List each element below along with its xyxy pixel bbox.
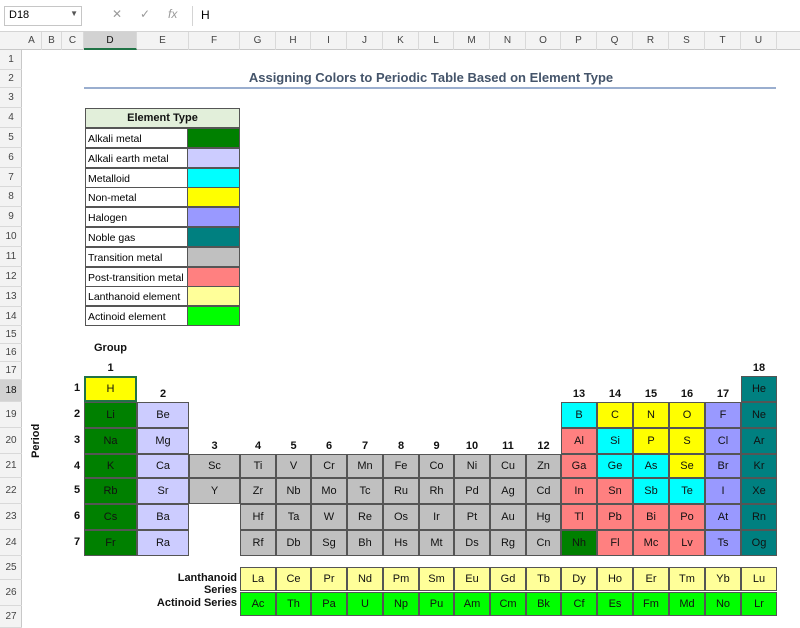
element-cell-fr[interactable]: Fr [84,530,137,556]
row-header-25[interactable]: 25 [0,556,22,580]
actinoid-cell-lr[interactable]: Lr [741,592,777,616]
column-header-f[interactable]: F [189,32,240,50]
formula-input[interactable]: H [192,6,796,26]
group-number: 5 [290,440,297,452]
actinoid-cell-am[interactable]: Am [454,592,490,616]
actinoid-cell-bk[interactable]: Bk [526,592,561,616]
element-cell-rf[interactable]: Rf [240,530,276,556]
element-cell-rh[interactable]: Rh [419,478,454,504]
column-header-k[interactable]: K [383,32,419,50]
row-header-13[interactable]: 13 [0,287,22,307]
legend-label: Alkali metal [85,128,188,148]
element-cell-p[interactable]: P [633,428,669,454]
lanthanoid-label: Lanthanoid Series [177,572,237,596]
element-cell-og[interactable]: Og [741,530,777,556]
row-header-26[interactable]: 26 [0,580,22,606]
actinoid-cell-md[interactable]: Md [669,592,705,616]
period-number: 2 [74,408,81,420]
element-cell-in[interactable]: In [561,478,597,504]
group-number: 12 [537,440,550,452]
column-header-a[interactable]: A [22,32,42,50]
element-cell-ga[interactable]: Ga [561,454,597,478]
column-header-e[interactable]: E [137,32,189,50]
element-cell-pb[interactable]: Pb [597,504,633,530]
group-number: 17 [716,388,730,400]
column-header-c[interactable]: C [62,32,84,50]
element-cell-cu[interactable]: Cu [490,454,526,478]
row-header-15[interactable]: 15 [0,326,22,344]
row-header-22[interactable]: 22 [0,478,22,504]
element-cell-v[interactable]: V [276,454,311,478]
element-cell-sb[interactable]: Sb [633,478,669,504]
legend-swatch [187,168,240,188]
group-label: Group [94,342,127,354]
actinoid-cell-fm[interactable]: Fm [633,592,669,616]
column-header-t[interactable]: T [705,32,741,50]
element-cell-cl[interactable]: Cl [705,428,741,454]
actinoid-cell-cf[interactable]: Cf [561,592,597,616]
row-header-23[interactable]: 23 [0,504,22,530]
element-cell-cd[interactable]: Cd [526,478,561,504]
element-cell-ge[interactable]: Ge [597,454,633,478]
legend-label: Metalloid [85,168,188,188]
actinoid-cell-pu[interactable]: Pu [419,592,454,616]
column-header-g[interactable]: G [240,32,276,50]
element-cell-be[interactable]: Be [137,402,189,428]
legend-label: Lanthanoid element [85,286,188,306]
lanthanoid-cell-nd[interactable]: Nd [347,567,383,591]
row-header-8[interactable]: 8 [0,187,22,207]
period-label: Period [30,423,42,458]
actinoid-cell-es[interactable]: Es [597,592,633,616]
column-header-q[interactable]: Q [597,32,633,50]
element-cell-bi[interactable]: Bi [633,504,669,530]
element-cell-mg[interactable]: Mg [137,428,189,454]
legend-swatch [187,128,240,148]
actinoid-cell-cm[interactable]: Cm [490,592,526,616]
row-header-6[interactable]: 6 [0,148,22,168]
group-number: 7 [361,440,369,452]
row-header-5[interactable]: 5 [0,128,22,148]
element-cell-zn[interactable]: Zn [526,454,561,478]
element-cell-cs[interactable]: Cs [84,504,137,530]
legend-swatch [187,187,240,207]
period-number: 6 [74,510,81,522]
name-box-value: D18 [9,9,30,21]
legend-swatch [187,286,240,306]
element-cell-cr[interactable]: Cr [311,454,347,478]
name-box[interactable] [4,6,82,26]
element-cell-os[interactable]: Os [383,504,419,530]
actinoid-cell-ac[interactable]: Ac [240,592,276,616]
row-header-9[interactable]: 9 [0,207,22,227]
lanthanoid-cell-eu[interactable]: Eu [454,567,490,591]
legend-header: Element Type [85,108,240,128]
row-header-19[interactable]: 19 [0,402,22,428]
row-headers [0,50,22,628]
element-cell-ir[interactable]: Ir [419,504,454,530]
legend-label: Actinoid element [85,306,188,326]
lanthanoid-cell-sm[interactable]: Sm [419,567,454,591]
element-cell-ti[interactable]: Ti [240,454,276,478]
element-cell-sg[interactable]: Sg [311,530,347,556]
element-cell-c[interactable]: C [597,402,633,428]
enter-icon[interactable]: ✓ [140,7,151,21]
element-cell-n[interactable]: N [633,402,669,428]
lanthanoid-cell-ce[interactable]: Ce [276,567,311,591]
element-cell-cn[interactable]: Cn [526,530,561,556]
period-number: 1 [74,382,81,394]
element-cell-w[interactable]: W [311,504,347,530]
element-cell-re[interactable]: Re [347,504,383,530]
element-cell-mn[interactable]: Mn [347,454,383,478]
element-cell-au[interactable]: Au [490,504,526,530]
group-number: 1 [107,362,114,374]
formula-bar [0,0,800,32]
element-cell-lv[interactable]: Lv [669,530,705,556]
column-header-i[interactable]: I [311,32,347,50]
column-header-u[interactable]: U [741,32,777,50]
column-header-l[interactable]: L [419,32,454,50]
cancel-icon[interactable]: ✕ [112,7,123,21]
column-header-p[interactable]: P [561,32,597,50]
actinoid-cell-u[interactable]: U [347,592,383,616]
element-cell-b[interactable]: B [561,402,597,428]
element-cell-pd[interactable]: Pd [454,478,490,504]
element-cell-o[interactable]: O [669,402,705,428]
element-cell-rn[interactable]: Rn [741,504,777,530]
legend-swatch [187,148,240,168]
row-header-17[interactable]: 17 [0,362,22,380]
element-cell-al[interactable]: Al [561,428,597,454]
group-number: 9 [433,440,440,452]
element-cell-kr[interactable]: Kr [741,454,777,478]
row-header-16[interactable]: 16 [0,344,22,362]
element-cell-h[interactable]: H [84,376,137,402]
group-number: 10 [465,440,479,452]
column-header-s[interactable]: S [669,32,705,50]
element-cell-fl[interactable]: Fl [597,530,633,556]
lanthanoid-cell-gd[interactable]: Gd [490,567,526,591]
column-header-b[interactable]: B [42,32,62,50]
element-cell-si[interactable]: Si [597,428,633,454]
group-number: 13 [572,388,586,400]
chevron-down-icon[interactable]: ▼ [70,9,78,18]
element-cell-na[interactable]: Na [84,428,137,454]
lanthanoid-cell-tm[interactable]: Tm [669,567,705,591]
group-number: 3 [211,440,218,452]
column-header-d[interactable]: D [84,32,137,50]
legend-swatch [187,306,240,326]
group-number: 8 [397,440,405,452]
actinoid-cell-th[interactable]: Th [276,592,311,616]
period-number: 7 [74,536,81,548]
title-underline [84,87,776,89]
element-cell-s[interactable]: S [669,428,705,454]
element-cell-hf[interactable]: Hf [240,504,276,530]
lanthanoid-cell-lu[interactable]: Lu [741,567,777,591]
column-header-r[interactable]: R [633,32,669,50]
legend-label: Post-transition metal [85,267,188,287]
row-header-27[interactable]: 27 [0,606,22,628]
lanthanoid-cell-yb[interactable]: Yb [705,567,741,591]
row-header-3[interactable]: 3 [0,88,22,108]
element-cell-ba[interactable]: Ba [137,504,189,530]
element-cell-ta[interactable]: Ta [276,504,311,530]
legend-swatch [187,207,240,227]
period-number: 3 [74,434,81,446]
element-cell-xe[interactable]: Xe [741,478,777,504]
row-header-4[interactable]: 4 [0,108,22,128]
group-number: 16 [680,388,694,400]
element-cell-at[interactable]: At [705,504,741,530]
group-number: 4 [254,440,262,452]
element-cell-li[interactable]: Li [84,402,137,428]
formula-buttons [92,6,188,26]
row-header-7[interactable]: 7 [0,168,22,187]
element-cell-hs[interactable]: Hs [383,530,419,556]
legend-label: Transition metal [85,247,188,267]
element-cell-se[interactable]: Se [669,454,705,478]
element-cell-sc[interactable]: Sc [189,454,240,478]
row-header-1[interactable]: 1 [0,50,22,70]
group-number: 14 [608,388,622,400]
actinoid-cell-no[interactable]: No [705,592,741,616]
row-header-12[interactable]: 12 [0,267,22,287]
lanthanoid-cell-pm[interactable]: Pm [383,567,419,591]
element-cell-zr[interactable]: Zr [240,478,276,504]
element-cell-ra[interactable]: Ra [137,530,189,556]
element-cell-nb[interactable]: Nb [276,478,311,504]
row-header-10[interactable]: 10 [0,227,22,247]
legend-swatch [187,227,240,247]
row-header-2[interactable]: 2 [0,70,22,88]
column-headers [0,32,800,50]
element-cell-po[interactable]: Po [669,504,705,530]
row-header-20[interactable]: 20 [0,428,22,454]
lanthanoid-cell-ho[interactable]: Ho [597,567,633,591]
element-cell-ni[interactable]: Ni [454,454,490,478]
legend-label: Noble gas [85,227,188,247]
group-number: 11 [502,440,514,452]
insert-function-icon[interactable]: fx [168,7,178,21]
legend-swatch [187,267,240,287]
row-header-24[interactable]: 24 [0,530,22,556]
element-cell-ts[interactable]: Ts [705,530,741,556]
column-header-n[interactable]: N [490,32,526,50]
element-cell-rb[interactable]: Rb [84,478,137,504]
column-header-j[interactable]: J [347,32,383,50]
lanthanoid-cell-dy[interactable]: Dy [561,567,597,591]
actinoid-cell-pa[interactable]: Pa [311,592,347,616]
group-number: 18 [752,362,766,374]
element-cell-co[interactable]: Co [419,454,454,478]
row-header-18[interactable]: 18 [0,380,22,402]
element-cell-bh[interactable]: Bh [347,530,383,556]
element-cell-k[interactable]: K [84,454,137,478]
lanthanoid-cell-la[interactable]: La [240,567,276,591]
element-cell-pt[interactable]: Pt [454,504,490,530]
element-cell-ds[interactable]: Ds [454,530,490,556]
element-cell-as[interactable]: As [633,454,669,478]
period-number: 4 [74,460,81,472]
lanthanoid-cell-tb[interactable]: Tb [526,567,561,591]
lanthanoid-cell-pr[interactable]: Pr [311,567,347,591]
row-header-11[interactable]: 11 [0,247,22,267]
element-cell-ag[interactable]: Ag [490,478,526,504]
actinoid-cell-np[interactable]: Np [383,592,419,616]
element-cell-mo[interactable]: Mo [311,478,347,504]
group-number: 2 [159,388,167,400]
element-cell-rg[interactable]: Rg [490,530,526,556]
element-cell-mc[interactable]: Mc [633,530,669,556]
element-cell-nh[interactable]: Nh [561,530,597,556]
element-cell-sn[interactable]: Sn [597,478,633,504]
element-cell-te[interactable]: Te [669,478,705,504]
group-number: 15 [644,388,658,400]
element-cell-tl[interactable]: Tl [561,504,597,530]
element-cell-ne[interactable]: Ne [741,402,777,428]
element-cell-he[interactable]: He [741,376,777,402]
lanthanoid-cell-er[interactable]: Er [633,567,669,591]
element-cell-sr[interactable]: Sr [137,478,189,504]
column-header-m[interactable]: M [454,32,490,50]
actinoid-label: Actinoid Series [156,597,237,609]
legend-label: Halogen [85,207,188,227]
element-cell-ar[interactable]: Ar [741,428,777,454]
element-cell-y[interactable]: Y [189,478,240,504]
sheet-title: Assigning Colors to Periodic Table Based on Element Type [248,70,614,85]
element-cell-br[interactable]: Br [705,454,741,478]
element-cell-ca[interactable]: Ca [137,454,189,478]
element-cell-mt[interactable]: Mt [419,530,454,556]
row-header-14[interactable]: 14 [0,307,22,326]
element-cell-tc[interactable]: Tc [347,478,383,504]
column-header-h[interactable]: H [276,32,311,50]
row-header-21[interactable]: 21 [0,454,22,478]
element-cell-db[interactable]: Db [276,530,311,556]
period-number: 5 [74,484,81,496]
element-cell-i[interactable]: I [705,478,741,504]
element-cell-ru[interactable]: Ru [383,478,419,504]
column-header-o[interactable]: O [526,32,561,50]
legend-label: Alkali earth metal [85,148,188,168]
legend-swatch [187,247,240,267]
group-number: 6 [325,440,333,452]
element-cell-fe[interactable]: Fe [383,454,419,478]
legend-label: Non-metal [85,187,188,207]
element-cell-hg[interactable]: Hg [526,504,561,530]
element-cell-f[interactable]: F [705,402,741,428]
